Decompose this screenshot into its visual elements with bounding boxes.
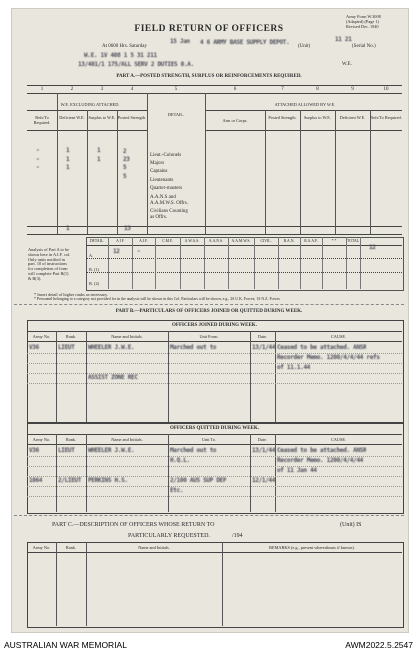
joined-title: OFFICERS JOINED DURING WEEK. [172,323,257,328]
part-a-title: PART A.—POSTED STRENGTH, SURPLUS OR REINFORCEMENTS REQUIRED. [116,74,302,79]
analysis-head: * * [331,239,337,243]
footer-credit: AUSTRALIAN WAR MEMORIAL [4,640,127,650]
part-b-title: PART B.—PARTICULARS OF OFFICERS JOINED OR QUITTED DURING WEEK. [115,309,303,314]
c-head-name: Name and Initials. [138,545,170,550]
column-number: 4 [130,87,134,92]
col-head-5: DETAIL. [167,112,185,117]
c-head-rank: Rank. [65,545,77,550]
analysis-col-divider [228,237,229,289]
col-head-3: Surplus to W.E. [88,115,116,120]
joined-cell: 13/1/44 [252,344,276,351]
typed-day: 15 Jan [170,38,190,45]
typed-we-line-2: 13/401/1 175/ALL SERV 2 DUTIES 0.A. [78,61,194,68]
typed-we-line: W.E. 1V 408 1 5 31 211 [84,52,157,59]
joined-cell: LIEUT [58,344,75,351]
column-number: 5 [174,87,178,92]
joined-col-divider [56,331,57,422]
typed-serial: 11 21 [335,36,352,43]
joined-col-divider [86,331,87,422]
analysis-head: A.A.N.S. [208,239,224,243]
analysis-head: A.A.M.W.S. [231,239,251,243]
quitted-cell: 12/1/44 [252,477,276,484]
analysis-col-divider [254,237,255,289]
analysis-dash: - [137,248,141,255]
quitted-cell: LIEUT [58,447,75,454]
col2-values: 1 1 1 [66,147,70,171]
quitted-cell: Ceased to be attached. ANSR [277,447,367,454]
column-number: 1 [40,87,44,92]
analysis-col-divider [360,237,361,289]
group-left-head: W.E. EXCLUDING ATTACHED. [60,102,120,107]
col-head-2: Deficient W.E. [59,115,85,120]
analysis-head: C.M.F. [162,239,173,243]
analysis-head: A.W.A.S. [184,239,200,243]
analysis-head: CIVIL. [260,239,272,243]
part-c-unit-is: (Unit) IS [340,522,362,528]
quitted-cell: of 11 Jan 44 [277,467,317,474]
analysis-head: R.A.A.F. [304,239,318,243]
quitted-col-head: Unit To. [201,437,217,442]
joined-cell: V36 [29,344,39,351]
quitted-col-divider [275,434,276,512]
joined-col-head: Rank. [65,334,77,339]
analysis-total-value: 12 [369,244,376,251]
analysis-row-b1: B. (1) [89,267,100,272]
form-reference: Army Form W.3008 (Adapted) (Page 1) Revised Dec. 1940 [346,14,381,29]
quitted-cell: 2/LIEUT [58,477,82,484]
footnote-2: * Personnel belonging to a category not provided for in the analysis will be shown in this Col. Particulars will be shown, e.g., 2S U.K. Forces; 1S N.Z. Forces [34,297,280,301]
detail-rank-list: Lieut.-Colonels Majors Captains Lieutenants Quarter-masters A.A.N.S and A.A.M.W.S. Offrs. Civilians Counting as Offrs. [150,153,188,221]
analysis-col-divider [155,237,156,289]
table-row-rule [27,486,402,487]
col-head-1: Refs/To Required. [33,115,51,125]
column-number: 9 [351,87,354,92]
column-number: 3 [100,87,104,92]
col-head-10: Refs/To Required. [370,115,402,120]
quitted-col-head: CAUSE. [330,437,347,442]
joined-cell: ASSIST ZONE REC [88,374,138,381]
analysis-note: Analysis of Part A to be shown here in A.I.F. col. Only units notified in part. 10 of instructions for completion of form will complete Part B(1) & B(3). [28,247,71,281]
joined-col-divider [250,331,251,422]
quitted-col-divider [250,434,251,512]
column-number: 2 [70,87,74,92]
joined-col-head: Date. [257,334,268,339]
part-c-title-line1: PART C.—DESCRIPTION OF OFFICERS WHOSE RETURN TO [52,522,215,528]
we-suffix: W.E. [342,62,352,67]
table-row-rule [27,363,402,364]
joined-cell: Recorder Memo. 1200/4/4/44 refs [277,354,380,361]
header-at-line: At 0600 Hrs. Saturday [102,44,147,49]
quitted-col-head: Name and Initials. [111,437,143,442]
joined-cell: WHEELER J.W.E. [88,344,135,351]
column-number: 8 [316,87,319,92]
total-posted: 13 [124,225,131,232]
table-row-rule [27,383,402,384]
analysis-head: R.A.N. [283,239,295,243]
quitted-cell: PERKINS H.S. [88,477,128,484]
analysis-head: TOTAL [346,239,360,243]
analysis-col-divider [322,237,323,289]
analysis-row-a: A. [89,253,94,258]
quitted-cell: V36 [29,447,39,454]
analysis-col-divider [300,237,301,289]
quitted-col-head: Army No. [32,437,51,442]
part-c-title-line2: PARTICULARLY REQUESTED. [128,533,210,539]
analysis-col-divider [278,237,279,289]
col1-dashes: - - - [36,147,40,171]
part-c-year: /194 [232,533,243,539]
quitted-cell: 13/1/44 [252,447,276,454]
quitted-col-divider [168,434,169,512]
joined-col-divider [168,331,169,422]
quitted-col-divider [56,434,57,512]
analysis-head: A I F [116,239,124,243]
column-number: 6 [233,87,237,92]
footer-accession-number: AWM2022.5.2547 [345,640,413,650]
quitted-cell: WHEELER J.W.E. [88,447,135,454]
quitted-cell: Marched out to [170,447,217,454]
analysis-head: A.I.F. [139,239,148,243]
analysis-col-divider [132,237,133,289]
total-left: 1 [66,225,70,232]
joined-cell: Ceased to be attached. ANSR [277,344,367,351]
serial-label: (Serial No.) [352,44,376,49]
typed-unit: 4 6 ARMY BASE SUPPLY DEPOT. [200,39,290,46]
analysis-head: DETAIL. [89,239,105,243]
c-head-remarks: REMARKS (e.g., present whereabouts if known). [269,545,355,550]
column-number: 7 [281,87,284,92]
analysis-col-divider [108,237,109,289]
quitted-cell: Recorder Memo. 1200/4/4/44 [277,457,364,464]
quitted-cell: Etc. [170,487,184,494]
column-number: 10 [383,87,389,92]
quitted-cell: H.Q.L. [170,457,190,464]
analysis-col-divider [180,237,181,289]
col-head-7: Posted Strength. [268,115,297,120]
joined-col-head: Name and Initials. [111,334,143,339]
analysis-col-divider [346,237,347,289]
footnote-1: * Insert detail of higher ranks as necessary. [34,292,108,297]
table-row-rule [27,496,402,497]
col-head-9: Deficient W.E. [339,115,366,120]
table-row-rule [27,373,402,374]
analysis-row-b2: B. (2) [89,281,100,286]
joined-cell: of 11.1.44 [277,364,311,371]
analysis-col-divider [204,237,205,289]
table-row-rule [27,466,402,467]
quitted-cell: 2/100 AUS SUP DEP [170,477,227,484]
group-right-head: ATTACHED ALLOWED BY W.E. [274,102,336,107]
quitted-col-head: Date. [257,437,268,442]
col-head-6: Arm or Corps. [222,118,248,123]
joined-col-head: CAUSE. [330,334,347,339]
unit-label: (Unit) [298,44,311,49]
col3-values: 1 1 [97,147,101,163]
col-head-8: Surplus to W.E. [304,115,331,120]
quitted-col-head: Rank. [65,437,77,442]
quitted-col-divider [86,434,87,512]
quitted-title: OFFICERS QUITTED DURING WEEK. [169,426,260,431]
form-title: FIELD RETURN OF OFFICERS [134,24,284,34]
col-head-4: Posted Strength. [117,115,147,120]
c-head-army-no: Army No. [32,545,51,550]
quitted-cell: 1064 [29,477,43,484]
joined-cell: Marched out to [170,344,217,351]
joined-col-head: Unit From. [199,334,219,339]
analysis-aif-value: 12 [113,248,120,255]
joined-col-head: Army No. [32,334,51,339]
col4-values: 2 23 5 5 [123,148,130,180]
